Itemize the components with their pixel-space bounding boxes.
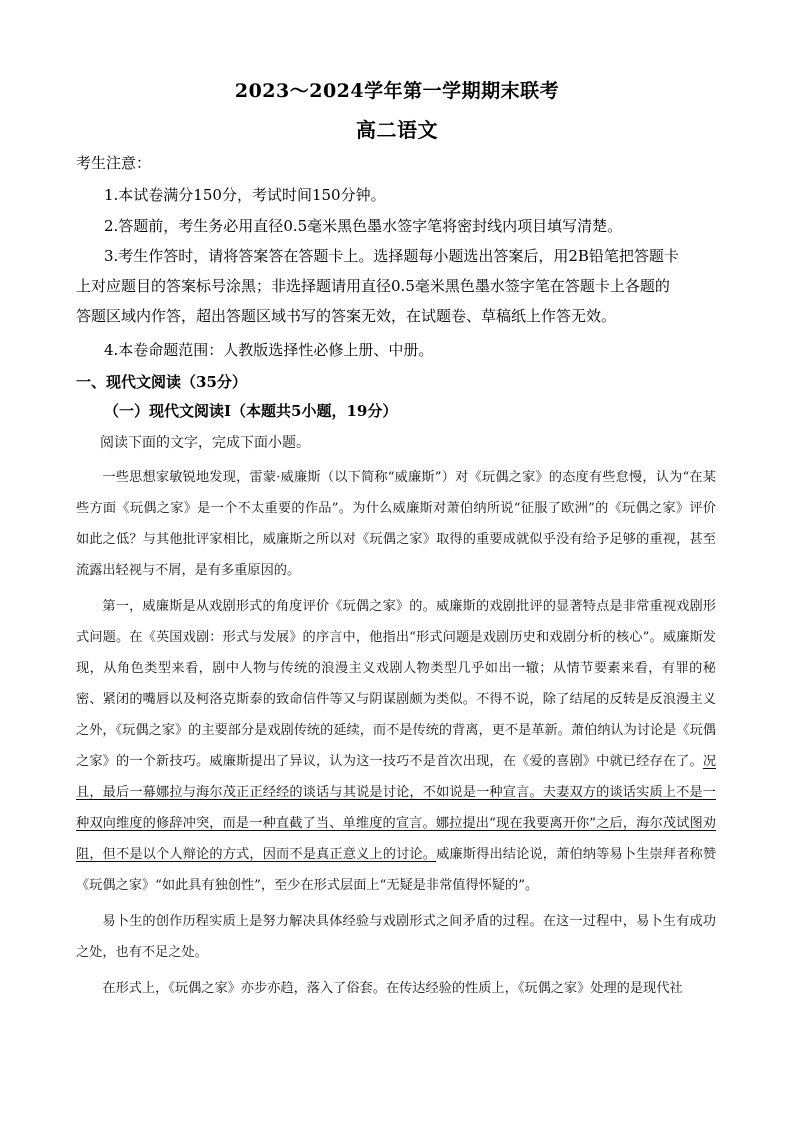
notice-item-2: 2.答题前，考生务必用直径0.5毫米黑色墨水签字笔将密封线内项目填写清楚。 [104,217,623,235]
article-paragraph-1: 一些思想家敏锐地发现，雷蒙·威廉斯（以下简称“威廉斯”）对《玩偶之家》的态度有些怠慢，认为“在某些方面《玩偶之家》是一个不太重要的作品”。为什么威廉斯对萧伯纳所说“征服了欧洲”的《玩偶之家》评价如此之低？与其他批评家相比，威廉斯之所以对《玩偶之家》取得的重要成就似乎没有给予足够的重视，甚至流露出轻视与不屑，是有多重原因的。 [76,470,716,578]
exam-title: 2023～2024学年第一学期期末联考 [234,80,560,102]
article-underlined-passage: 况且，最后一幕娜拉与海尔茂正正经经的谈话与其说是讨论，不如说是一种宣言。夫妻双方的谈话实质上不是一种双向维度的修辞冲突，而是一种直截了当、单维度的宣言。娜拉提出“现在我要离开你”之后，海尔茂试图劝阻，但不是以个人辩论的方式，因而不是真正意义上的讨论。 [76,754,716,862]
article-paragraph-2-part-a: 第一，威廉斯是从戏剧形式的角度评价《玩偶之家》的。威廉斯的戏剧批评的显著特点是非常重视戏剧形式问题。在《英国戏剧：形式与发展》的序言中，他指出“形式问题是戏剧历史和戏剧分析的核心”。威廉斯发现，从角色类型来看，剧中人物与传统的浪漫主义戏剧人物类型几乎如出一辙；从情节要素来看，有罪的秘密、紧闭的嘴唇以及柯洛克斯泰的致命信件等又与阴谋剧颇为类似。不得不说，除了结尾的反转是反浪漫主义之外，《玩偶之家》的主要部分是戏剧传统的延续，而不是传统的背离，更不是革新。萧伯纳认为讨论是《玩偶之家》的一个新技巧。威廉斯提出了异议，认为这一技巧不是首次出现，在《爱的喜剧》中就已经存在了。 [76,599,716,769]
notice-item-3: 3.考生作答时，请将答案答在答题卡上。选择题每小题选出答案后，用2B铅笔把答题卡 [104,247,679,265]
article-paragraph-4: 在形式上，《玩偶之家》亦步亦趋，落入了俗套。在传达经验的性质上，《玩偶之家》处理的是现代社 [102,981,683,996]
reading-instruction: 阅读下面的文字，完成下面小题。 [100,435,310,451]
notice-heading: 考生注意： [76,154,152,172]
section-subheading: （一）现代文阅读Ⅰ（本题共5小题，19分） [104,402,398,420]
article-paragraph-2-part-b: 威廉斯得出结论说，萧伯纳等易卜生崇拜者称赞《玩偶之家》“如此具有独创性”，至少在形式层面上“无疑是非常值得怀疑的”。 [76,847,717,893]
article-paragraph-2 [76,591,716,901]
article-paragraph-3: 易卜生的创作历程实质上是努力解决具体经验与戏剧形式之间矛盾的过程。在这一过程中，易卜生有成功之处，也有不足之处。 [76,914,716,960]
exam-subject: 高二语文 [356,118,438,142]
notice-item-1: 1.本试卷满分150分，考试时间150分钟。 [104,186,386,204]
article-body [76,462,716,1009]
notice-item-3-cont-1: 上对应题目的答案标号涂黑；非选择题请用直径0.5毫米黑色墨水签字笔在答题卡上各题的 [76,277,670,295]
notice-item-3-cont-2: 答题区域内作答，超出答题区域书写的答案无效，在试题卷、草稿纸上作答无效。 [76,307,617,325]
section-heading: 一、现代文阅读（35分） [76,373,247,391]
notice-item-4: 4.本卷命题范围：人教版选择性必修上册、中册。 [104,341,434,359]
